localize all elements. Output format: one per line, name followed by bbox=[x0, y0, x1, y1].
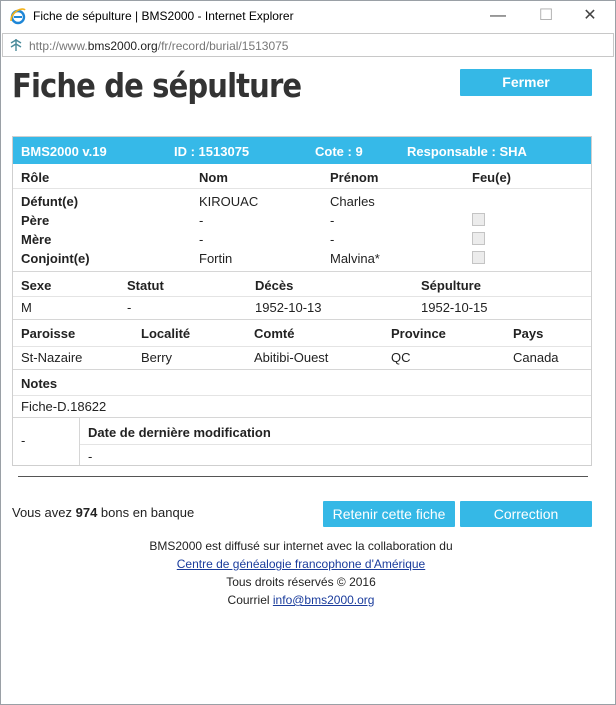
feu-checkbox[interactable] bbox=[472, 232, 485, 245]
statut-value: - bbox=[127, 300, 132, 315]
column-header: Province bbox=[391, 326, 446, 341]
record-id: ID : 1513075 bbox=[174, 144, 250, 159]
person-row-defunt bbox=[13, 191, 591, 210]
person-prenom: Charles bbox=[330, 194, 375, 209]
location-section bbox=[13, 319, 591, 369]
record-cote: Cote : 9 bbox=[315, 144, 363, 159]
sepulture-value: 1952-10-15 bbox=[421, 300, 488, 315]
person-nom: - bbox=[199, 213, 204, 228]
notes-section bbox=[13, 369, 591, 417]
maximize-icon: ☐ bbox=[538, 7, 554, 24]
contact-line bbox=[1, 591, 601, 609]
person-row-mere bbox=[13, 229, 591, 248]
footer-line: BMS2000 est diffusé sur internet avec la collaboration du bbox=[149, 539, 453, 553]
person-row-conjoint bbox=[13, 248, 591, 267]
url-path: /fr/record/burial/1513075 bbox=[157, 39, 289, 53]
window-title: Fiche de sépulture | BMS2000 - Internet Explorer bbox=[33, 9, 294, 23]
sexe-value: M bbox=[21, 300, 32, 315]
divider bbox=[18, 476, 588, 477]
maximize-button[interactable] bbox=[523, 1, 569, 32]
column-header: Statut bbox=[127, 278, 164, 293]
person-prenom: - bbox=[330, 213, 335, 228]
feu-checkbox[interactable] bbox=[472, 251, 485, 264]
column-header: Prénom bbox=[330, 170, 379, 185]
close-icon: ✕ bbox=[583, 7, 597, 24]
person-prenom: - bbox=[330, 232, 335, 247]
courriel-label: Courriel bbox=[227, 593, 273, 607]
close-window-button[interactable] bbox=[567, 1, 613, 32]
column-header: Sépulture bbox=[421, 278, 481, 293]
person-role: Conjoint(e) bbox=[21, 251, 90, 266]
bank-suffix: bons en banque bbox=[97, 505, 195, 520]
person-role: Père bbox=[21, 213, 50, 228]
province-value: QC bbox=[391, 350, 411, 365]
column-header: Paroisse bbox=[21, 326, 76, 341]
site-page-icon bbox=[8, 37, 24, 53]
record-responsable: Responsable : SHA bbox=[407, 144, 527, 159]
person-nom: - bbox=[199, 232, 204, 247]
burial-record bbox=[12, 136, 592, 466]
copyright-text: Tous droits réservés © 2016 bbox=[226, 575, 376, 589]
modification-section bbox=[13, 417, 591, 465]
column-header: Localité bbox=[141, 326, 191, 341]
vitals-header-row bbox=[13, 272, 591, 297]
localite-value: Berry bbox=[141, 350, 173, 365]
column-header: Nom bbox=[199, 170, 228, 185]
column-header: Rôle bbox=[21, 170, 50, 185]
correction-button[interactable]: Correction bbox=[460, 501, 592, 527]
person-role: Défunt(e) bbox=[21, 194, 79, 209]
notes-value-row bbox=[13, 396, 591, 417]
minimize-icon: — bbox=[490, 7, 506, 24]
minimize-button[interactable] bbox=[475, 1, 521, 32]
location-header-row bbox=[13, 320, 591, 347]
title-bar bbox=[1, 1, 615, 32]
persons-section bbox=[13, 164, 591, 271]
url-prefix: http://www. bbox=[29, 39, 88, 53]
person-nom: KIROUAC bbox=[199, 194, 259, 209]
person-row-pere bbox=[13, 210, 591, 229]
notes-value: Fiche-D.18622 bbox=[21, 399, 107, 414]
comte-value: Abitibi-Ouest bbox=[254, 350, 329, 365]
page-content bbox=[1, 58, 615, 704]
notes-label: Notes bbox=[21, 376, 58, 391]
column-header: Feu(e) bbox=[472, 170, 511, 185]
bank-balance bbox=[12, 505, 194, 520]
location-value-row bbox=[13, 347, 591, 369]
retain-record-button[interactable]: Retenir cette fiche bbox=[323, 501, 455, 527]
close-button[interactable]: Fermer bbox=[460, 69, 592, 96]
email-link[interactable]: info@bms2000.org bbox=[272, 593, 375, 607]
modification-label: Date de dernière modification bbox=[88, 425, 271, 440]
column-header: Pays bbox=[513, 326, 544, 341]
notes-header bbox=[13, 370, 591, 396]
page-title: Fiche de sépulture bbox=[12, 66, 302, 105]
column-header: Sexe bbox=[21, 278, 52, 293]
bank-count: 974 bbox=[75, 505, 98, 520]
pays-value: Canada bbox=[513, 350, 559, 365]
person-nom: Fortin bbox=[199, 251, 233, 266]
vitals-section bbox=[13, 271, 591, 319]
url-domain: bms2000.org bbox=[87, 39, 158, 53]
modification-left-cell bbox=[13, 418, 80, 465]
modification-value: - bbox=[88, 449, 93, 464]
column-header: Comté bbox=[254, 326, 295, 341]
address-url[interactable] bbox=[29, 39, 288, 53]
record-header bbox=[13, 137, 591, 164]
person-role: Mère bbox=[21, 232, 52, 247]
record-version: BMS2000 v.19 bbox=[21, 144, 107, 159]
modification-left-value: - bbox=[21, 433, 26, 448]
address-bar[interactable] bbox=[2, 33, 614, 57]
paroisse-value: St-Nazaire bbox=[21, 350, 83, 365]
feu-checkbox[interactable] bbox=[472, 213, 485, 226]
vitals-value-row bbox=[13, 297, 591, 319]
modification-header bbox=[80, 418, 591, 445]
partner-link[interactable]: Centre de généalogie francophone d'Amérique bbox=[176, 557, 426, 571]
internet-explorer-icon bbox=[9, 7, 27, 25]
footer bbox=[1, 537, 601, 609]
column-header: Décès bbox=[255, 278, 294, 293]
persons-header-row bbox=[13, 164, 591, 189]
bank-prefix: Vous avez bbox=[12, 505, 76, 520]
person-prenom: Malvina* bbox=[330, 251, 380, 266]
deces-value: 1952-10-13 bbox=[255, 300, 322, 315]
